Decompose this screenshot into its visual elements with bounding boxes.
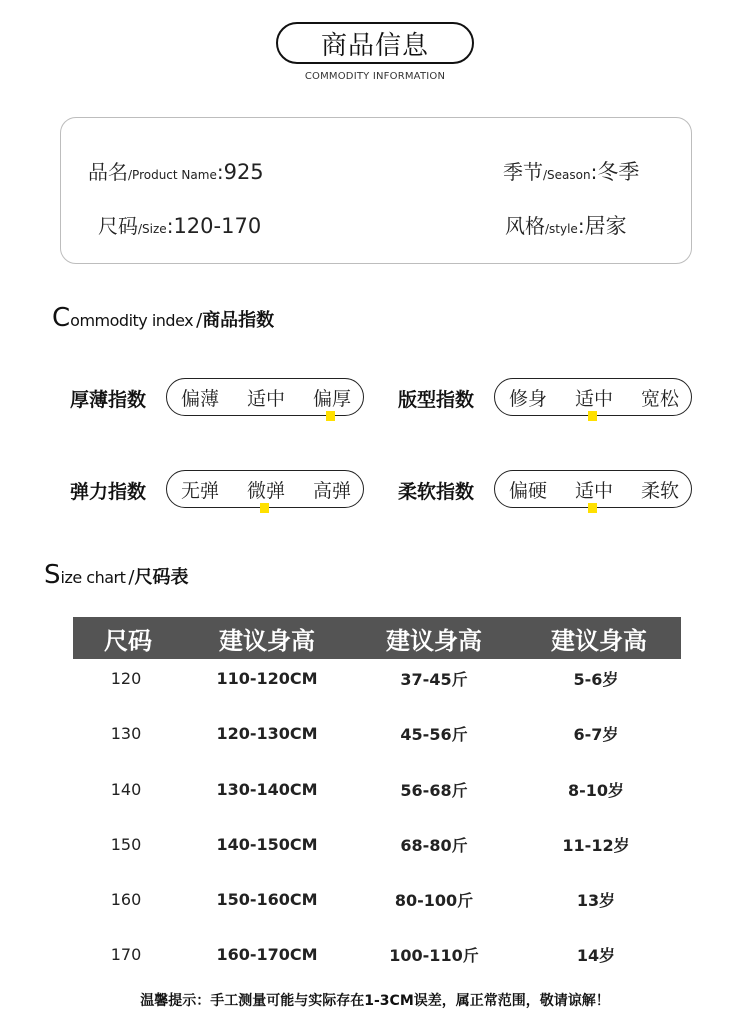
season-value: 冬季 [597,160,640,184]
cell-weight: 100-110斤 [389,945,479,965]
elasticity-option: 微弹 [246,479,285,502]
commodity-index-heading [52,303,274,333]
size-chart-heading-en: ize chart [60,568,126,587]
softness-option: 偏硬 [508,479,547,502]
size-chart-heading-initial: S [44,560,61,590]
cell-size: 130 [110,723,142,743]
style-field [505,210,627,240]
size-chart-heading-cn: 尺码表 [134,567,189,588]
thickness-index-scale [166,378,364,416]
product-name-field [88,156,264,185]
size-table-header [73,617,681,659]
fit-index-label: 版型指数 [398,389,475,411]
softness-selected-marker [588,503,597,513]
cell-weight: 37-45斤 [400,669,468,689]
elasticity-index-label: 弹力指数 [70,481,147,503]
season-colon: : [590,160,598,184]
cell-height: 150-160CM [216,889,318,909]
cell-weight: 80-100斤 [394,890,474,910]
season-label-en: /Season [543,168,591,182]
size-label-cn: 尺码 [98,214,138,238]
fit-option: 宽松 [640,387,679,410]
cell-age: 14岁 [576,945,616,965]
table-row [0,939,750,969]
column-header-height: 建议身高 [219,626,315,655]
product-name-label-en: /Product Name [128,168,217,182]
table-row [0,884,750,914]
elasticity-option: 高弹 [312,479,351,502]
season-field [503,156,639,186]
cell-age: 8-10岁 [567,780,625,800]
column-header-height: 建议身高 [386,626,482,655]
page-subtitle: COMMODITY INFORMATION [304,71,446,82]
cell-height: 120-130CM [216,723,318,743]
fit-index-scale [494,378,692,416]
size-value: 120-170 [173,214,262,238]
cell-size: 120 [110,668,142,688]
elasticity-selected-marker [260,503,269,513]
style-value: 居家 [584,214,627,238]
style-label-cn: 风格 [505,214,545,238]
size-chart-heading-slash: / [128,567,135,588]
cell-age: 6-7岁 [573,724,619,744]
title-pill [276,22,474,64]
size-field [98,210,261,239]
softness-index-scale [494,470,692,508]
fit-selected-marker [588,411,597,421]
column-header-height: 建议身高 [551,626,647,655]
cell-age: 5-6岁 [573,669,619,689]
cell-age: 13岁 [576,890,616,910]
product-name-label-cn: 品名 [88,160,128,184]
thickness-index-label: 厚薄指数 [70,389,147,411]
thickness-option: 适中 [246,387,285,410]
cell-age: 11-12岁 [562,835,630,855]
season-label-cn: 季节 [503,160,543,184]
table-row [0,718,750,748]
product-name-value: 925 [223,160,264,184]
commodity-index-heading-cn: 商品指数 [202,310,275,331]
elasticity-index-scale [166,470,364,508]
thickness-selected-marker [326,411,335,421]
table-row [0,829,750,859]
cell-weight: 68-80斤 [400,835,468,855]
product-info-card [60,117,692,264]
softness-option: 柔软 [640,479,679,502]
commodity-index-heading-en: ommodity index [70,311,194,330]
fit-option: 适中 [574,387,613,410]
size-colon: : [166,214,174,238]
cell-height: 140-150CM [216,834,318,854]
cell-height: 110-120CM [216,668,318,688]
fit-option: 修身 [508,387,547,410]
commodity-index-heading-slash: / [196,310,203,331]
size-chart-heading [44,560,188,590]
cell-height: 130-140CM [216,779,318,799]
table-row [0,774,750,804]
thickness-option: 偏薄 [180,387,219,410]
cell-size: 170 [110,944,142,964]
softness-index-label: 柔软指数 [398,481,475,503]
measurement-note: 温馨提示：手工测量可能与实际存在1-3CM误差，属正常范围，敬请谅解！ [140,993,610,1009]
thickness-option: 偏厚 [312,387,351,410]
page-title: 商品信息 [320,30,429,61]
table-row [0,663,750,693]
cell-size: 150 [110,834,142,854]
cell-height: 160-170CM [216,944,318,964]
cell-weight: 56-68斤 [400,780,468,800]
elasticity-option: 无弹 [180,479,219,502]
style-colon: : [577,214,585,238]
cell-size: 160 [110,889,142,909]
softness-option: 适中 [574,479,613,502]
column-header-size: 尺码 [104,626,152,655]
style-label-en: /style [545,222,578,236]
commodity-index-heading-initial: C [52,303,71,333]
size-label-en: /Size [138,222,167,236]
cell-weight: 45-56斤 [400,724,468,744]
cell-size: 140 [110,779,142,799]
product-name-colon: : [216,160,224,184]
